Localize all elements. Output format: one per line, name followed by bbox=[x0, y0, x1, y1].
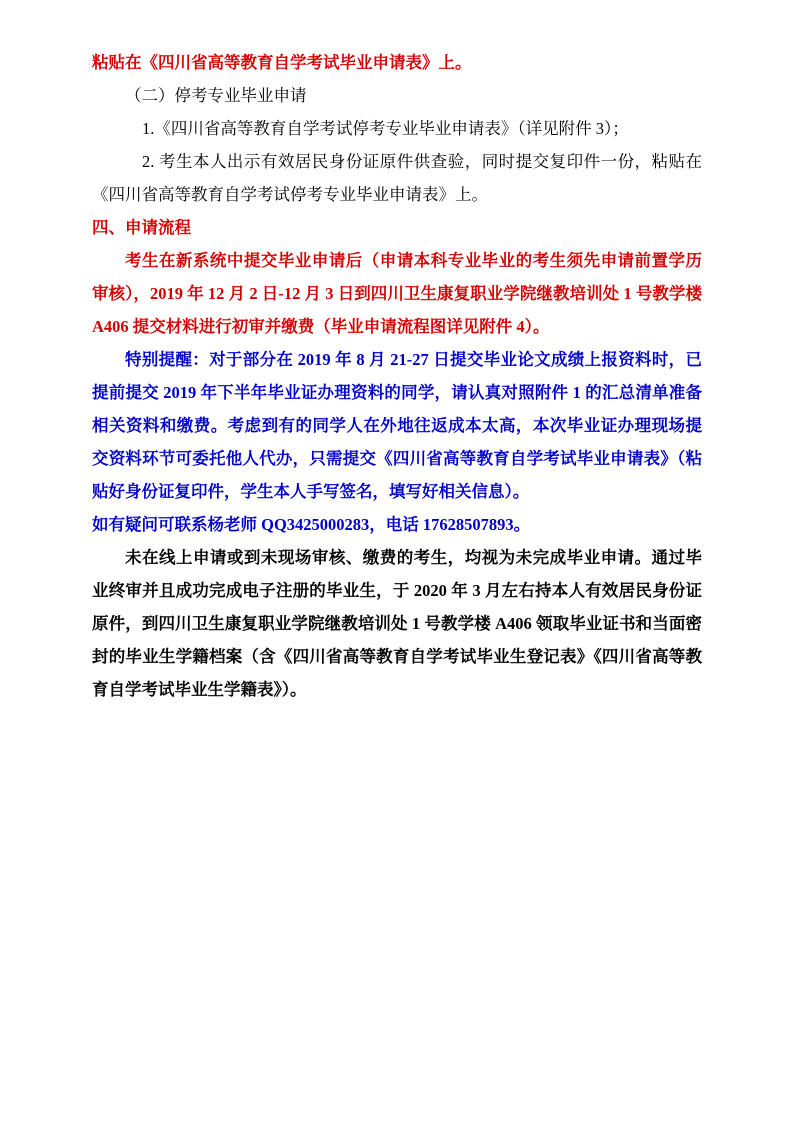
paragraph-item-1: 1.《四川省高等教育自学考试停考专业毕业申请表》（详见附件 3）； bbox=[142, 119, 629, 138]
paragraph-item-2: 2. 考生本人出示有效居民身份证原件供查验，同时提交复印件一份，粘贴在《四川省高等教育自学考试停考专业毕业申请表》上。 bbox=[92, 152, 702, 204]
paragraph-final-notice: 未在线上申请或到未现场审核、缴费的考生，均视为未完成毕业申请。通过毕业终审并且成功完成电子注册的毕业生，于 2020 年 3 月左右持本人有效居民身份证原件，到四川卫生康复职业学院继教培训处 1 号教学楼 A406 领取毕业证书和当面密封的毕业生学籍档案（含《四川省高等教育自学考试毕业生登记表》《四川省高等教育自学考试毕业生学籍表》）。 bbox=[92, 548, 702, 699]
paragraph-attach-note: 粘贴在《四川省高等教育自学考试毕业申请表》上。 bbox=[92, 53, 472, 72]
paragraph-section-two-title: （二）停考专业毕业申请 bbox=[125, 86, 307, 105]
paragraph-contact-info: 如有疑问可联系杨老师 QQ3425000283，电话 17628507893。 bbox=[92, 515, 531, 534]
paragraph-special-reminder: 特别提醒：对于部分在 2019 年 8 月 21-27 日提交毕业论文成绩上报资料时，已提前提交 2019 年下半年毕业证办理资料的同学，请认真对照附件 1 的汇总清单准备相关资料和缴费。考虑到有的同学人在外地往返成本太高，本次毕业证办理现场提交资料环节可委托他人代办，只需提交《四川省高等教育自学考试毕业申请表》（粘贴好身份证复印件，学生本人手写签名，填写好相关信息）。 bbox=[92, 350, 702, 501]
paragraph-process-detail: 考生在新系统中提交毕业申请后（申请本科专业毕业的考生须先申请前置学历审核），2019 年 12 月 2 日-12 月 3 日到四川卫生康复职业学院继教培训处 1 号教学楼 A406 提交材料进行初审并缴费（毕业申请流程图详见附件 4）。 bbox=[92, 251, 702, 336]
heading-application-process: 四、申请流程 bbox=[92, 218, 191, 237]
document-body bbox=[92, 46, 702, 706]
